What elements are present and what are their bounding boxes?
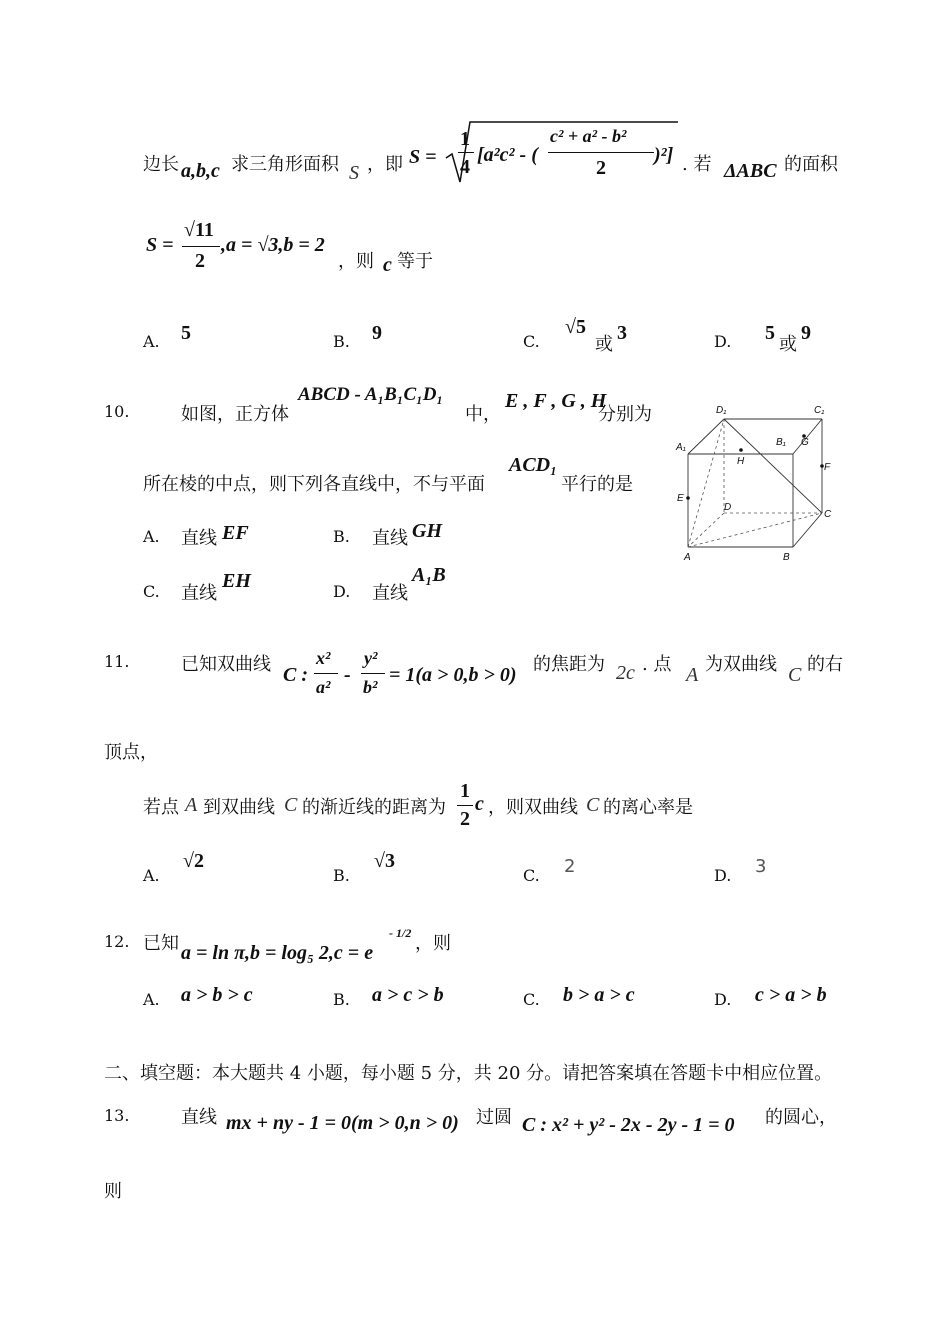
q9-inner-denominator: 2: [596, 157, 606, 179]
q12-ze: ，则: [415, 933, 451, 954]
q9-triangle: ΔABC: [724, 160, 777, 182]
q10-number: 10.: [104, 402, 130, 421]
label-B: B: [783, 552, 790, 563]
option-value: 9: [372, 322, 382, 344]
label-E: E: [677, 493, 684, 504]
option-huo: 或: [779, 334, 797, 355]
q11-half-num: 1: [460, 780, 470, 802]
q11-c: c: [475, 793, 484, 815]
option-value: 5: [181, 322, 191, 344]
q11-A: A: [686, 664, 699, 686]
q10-text1: 如图，正方体: [181, 404, 289, 425]
q9-bracket-close: )²]: [654, 144, 674, 166]
label-A1: A₁: [676, 442, 686, 453]
q10-zhong: 中，: [465, 404, 501, 425]
option-value: EF: [222, 522, 249, 544]
q9-c: c: [383, 254, 392, 276]
q10-cube-figure: [672, 398, 842, 568]
option-label: B.: [333, 866, 350, 885]
option-value: √3: [374, 850, 395, 872]
q11-number: 11.: [104, 652, 130, 671]
q11-de-you: 的右: [807, 654, 843, 675]
q9-mid: 求三角形面积: [231, 154, 339, 175]
option-label: A.: [143, 527, 160, 546]
q9-dengyu: 等于: [397, 251, 433, 272]
q10-cube: ABCD - A₁B₁C₁D₁: [298, 384, 444, 405]
option-value2: 9: [801, 322, 811, 344]
q11-dingdian: 顶点，: [104, 742, 158, 763]
q13-number: 13.: [104, 1106, 130, 1125]
option-label: C.: [523, 990, 540, 1009]
q11-C-colon: C :: [283, 664, 308, 686]
q11-C2: C: [284, 794, 298, 816]
q9-S-eq: S =: [146, 234, 174, 256]
option-label: B.: [333, 332, 350, 351]
q11-jianjin: 的渐近线的距离为: [302, 797, 446, 818]
label-H: H: [737, 456, 745, 467]
option-huo: 或: [595, 334, 613, 355]
q11-C3: C: [586, 794, 600, 816]
q9-sqrt11: √11: [184, 219, 214, 241]
q11-frac1-bar: [314, 673, 338, 674]
q10-points: E , F , G , H: [505, 390, 607, 412]
q9-ze: ，则: [338, 251, 374, 272]
q11-wei: 为双曲线: [705, 654, 777, 675]
q12-exponent: - 1/2: [389, 926, 412, 940]
q9-inner-bar: [548, 152, 654, 153]
option-value: √5: [565, 316, 586, 338]
q11-dian: . 点: [642, 654, 672, 675]
q11-C: C: [788, 664, 802, 686]
option-value: √2: [183, 850, 204, 872]
q11-x2: x²: [316, 648, 331, 668]
option-value: a > c > b: [372, 984, 444, 1006]
label-D: D: [724, 502, 732, 513]
q11-a2: a²: [316, 677, 331, 697]
option-text: 直线: [372, 528, 408, 549]
q11-half-bar: [457, 805, 473, 806]
q10-text3: 平行的是: [561, 474, 633, 495]
q11-A2: A: [185, 794, 198, 816]
option-label: A.: [143, 866, 160, 885]
q9-frac-4: 4: [460, 156, 470, 178]
q11-lixin: 的离心率是: [603, 797, 693, 818]
q11-frac2-bar: [361, 673, 385, 674]
q12-expr: a = ln π,b = log₅ 2,c = e: [181, 942, 374, 964]
option-value: 5: [765, 322, 775, 344]
label-C1: C₁: [814, 405, 825, 416]
label-G: G: [801, 437, 809, 448]
option-label: D.: [714, 990, 732, 1009]
q13-circle: C : x² + y² - 2x - 2y - 1 = 0: [522, 1114, 735, 1136]
q9-comma-ji: ，即: [367, 154, 403, 175]
option-value: c > a > b: [755, 984, 827, 1006]
q11-half-den: 2: [460, 808, 470, 830]
q11-y2: y²: [364, 648, 378, 668]
q10-fenbie: 分别为: [598, 404, 652, 425]
option-label: D.: [714, 332, 732, 351]
option-label: A.: [143, 990, 160, 1009]
q11-minus: -: [344, 664, 351, 686]
label-D1: D₁: [716, 405, 727, 416]
q9-dot-ruo: . 若: [682, 154, 712, 175]
q9-suffix: 的面积: [784, 154, 838, 175]
q9-frac-bar: [458, 152, 474, 153]
option-value: 2: [564, 856, 576, 877]
q11-2c: 2c: [616, 662, 635, 684]
q11-jiaoju: 的焦距为: [533, 654, 605, 675]
option-text: 直线: [372, 583, 408, 604]
section-heading: 二、填空题：本大题共 4 小题，每小题 5 分，共 20 分。请把答案填在答题卡中相应位置。: [104, 1063, 833, 1084]
option-value: b > a > c: [563, 984, 635, 1006]
label-A: A: [684, 552, 691, 563]
option-value: 3: [755, 856, 767, 877]
q9-rest: ,a = √3,b = 2: [221, 234, 325, 256]
q10-text2: 所在棱的中点，则下列各直线中，不与平面: [143, 474, 485, 495]
option-label: C.: [143, 582, 160, 601]
q9-frac-1: 1: [460, 128, 470, 150]
option-label: D.: [714, 866, 732, 885]
q9-sqrt11-bar: [182, 246, 220, 247]
q11-b2: b²: [363, 677, 378, 697]
q13-yuanxin: 的圆心，: [765, 1107, 837, 1128]
q9-bracket-open: [a²c² - (: [477, 144, 538, 166]
option-label: D.: [333, 582, 351, 601]
option-label: A.: [143, 332, 160, 351]
option-label: B.: [333, 990, 350, 1009]
option-label: C.: [523, 866, 540, 885]
q10-plane: ACD₁: [509, 454, 558, 476]
q11-eq1: = 1(a > 0,b > 0): [389, 664, 517, 686]
q12-number: 12.: [104, 932, 130, 951]
option-value: A₁B: [412, 564, 446, 586]
option-text: 直线: [181, 528, 217, 549]
q9-abc: a,b,c: [181, 160, 220, 182]
q11-ruo: 若点: [143, 797, 179, 818]
option-value: GH: [412, 520, 442, 542]
option-value: a > b > c: [181, 984, 253, 1006]
label-F: F: [824, 462, 831, 473]
option-label: C.: [523, 332, 540, 351]
q13-zhixian: 直线: [181, 1107, 217, 1128]
q9-formula-S: S =: [409, 146, 437, 168]
option-label: B.: [333, 527, 350, 546]
q9-two: 2: [195, 250, 205, 272]
q11-ze: ，则双曲线: [488, 797, 578, 818]
q13-line-expr: mx + ny - 1 = 0(m > 0,n > 0): [226, 1112, 459, 1134]
q11-text1: 已知双曲线: [181, 654, 271, 675]
option-value2: 3: [617, 322, 627, 344]
q9-inner-numerator: c² + a² - b²: [550, 126, 627, 146]
q13-guo: 过圆: [476, 1107, 512, 1128]
q9-S-symbol: S: [349, 162, 359, 184]
q13-ze: 则: [104, 1181, 122, 1202]
label-C: C: [824, 509, 832, 520]
q12-yizhi: 已知: [143, 933, 179, 954]
option-value: EH: [222, 570, 251, 592]
q9-prefix: 边长: [143, 154, 179, 175]
label-B1: B₁: [776, 437, 786, 448]
q11-dao: 到双曲线: [203, 797, 275, 818]
option-text: 直线: [181, 583, 217, 604]
